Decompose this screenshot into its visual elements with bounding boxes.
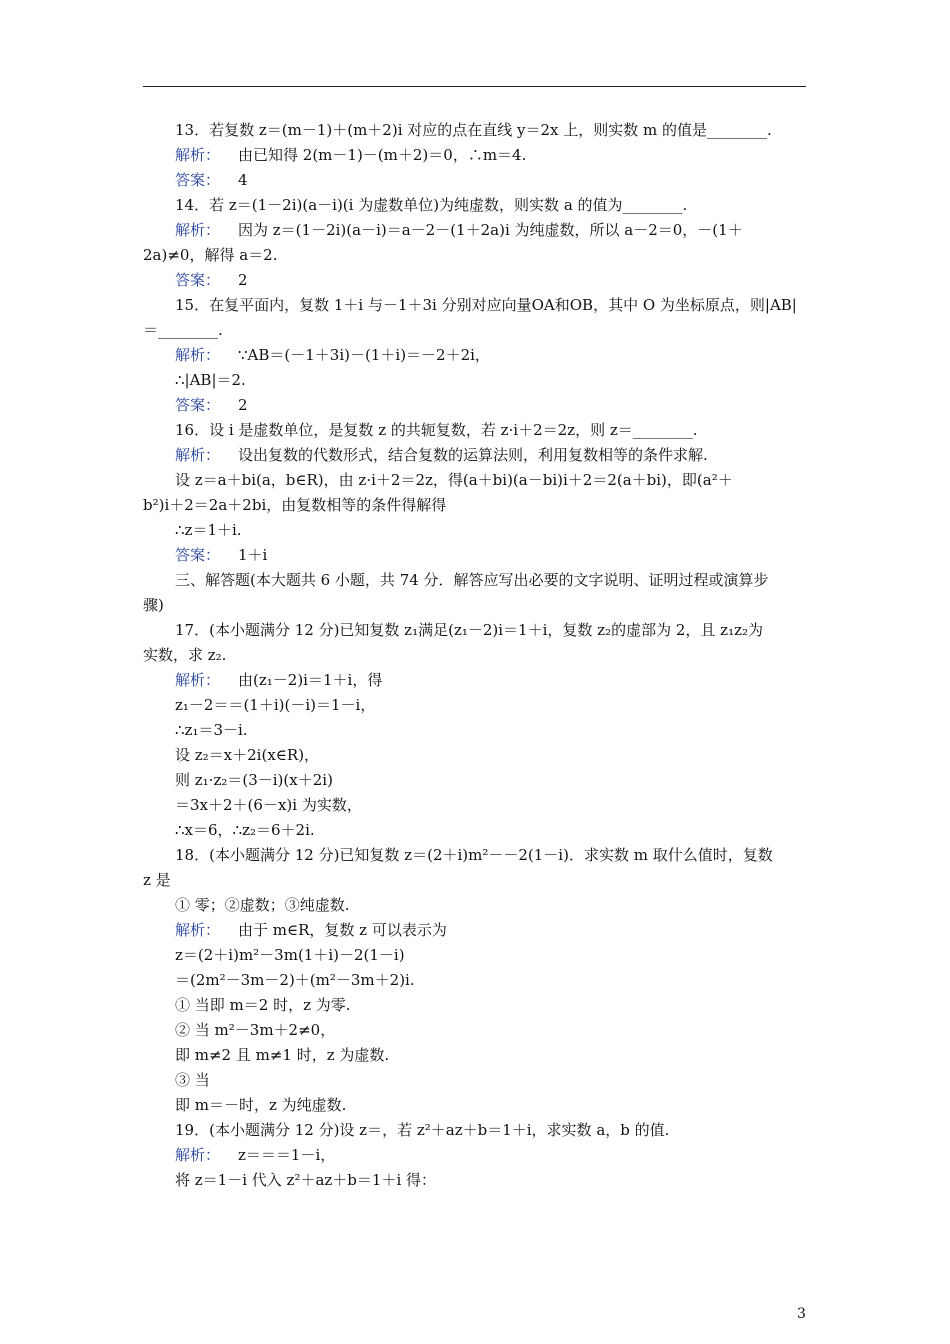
line-text: 由(z₁－2)i＝1＋i，得 [238, 671, 383, 689]
answer-label: 解析： [175, 446, 221, 464]
text-line [143, 793, 806, 818]
text-line [143, 743, 806, 768]
text-line [143, 618, 806, 643]
line-text: 骤) [143, 596, 164, 614]
text-line [143, 143, 806, 168]
line-text: 由于 m∈R，复数 z 可以表示为 [238, 921, 447, 939]
text-line [143, 1018, 806, 1043]
answer-label: 解析： [175, 146, 221, 164]
text-line [143, 218, 806, 243]
header-rule [143, 86, 806, 87]
text-line [143, 1093, 806, 1118]
line-text: 设 z＝a＋bi(a，b∈R)，由 z·i＋2＝2z，得(a＋bi)(a－bi)i＋2＝2(a＋bi)，即(a²＋ [175, 471, 733, 489]
line-text: z 是 [143, 871, 171, 889]
text-line [143, 168, 806, 193]
line-text: ∴z₁＝3－i. [175, 721, 248, 739]
text-line [143, 768, 806, 793]
text-line [143, 818, 806, 843]
line-text: ② 当 m²－3m＋2≠0， [175, 1021, 336, 1039]
answer-label: 解析： [175, 221, 221, 239]
answer-label: 答案： [175, 546, 221, 564]
text-line [143, 993, 806, 1018]
text-line [143, 118, 806, 143]
line-text: ③ 当 [175, 1071, 210, 1089]
text-line [143, 493, 806, 518]
line-text: 16．设 i 是虚数单位，是复数 z 的共轭复数，若 z·i＋2＝2z，则 z＝________. [175, 421, 698, 439]
text-line [143, 318, 806, 343]
text-line [143, 1043, 806, 1068]
text-line [143, 943, 806, 968]
line-text: 2 [238, 271, 248, 289]
line-text: ＝________. [143, 321, 223, 339]
line-text: 实数，求 z₂. [143, 646, 227, 664]
text-line [143, 543, 806, 568]
line-text: ＝(2m²－3m－2)＋(m²－3m＋2)i. [175, 971, 415, 989]
line-text: 三、解答题(本大题共 6 小题，共 74 分．解答应写出必要的文字说明、证明过程或演算步 [175, 571, 769, 589]
line-text: ∴|AB|＝2. [175, 371, 246, 389]
line-text: 1＋i [238, 546, 268, 564]
text-line [143, 718, 806, 743]
text-line [143, 518, 806, 543]
answer-label: 解析： [175, 921, 221, 939]
line-text: b²)i＋2＝2a＋2bi，由复数相等的条件得解得 [143, 496, 447, 514]
line-text: 17．(本小题满分 12 分)已知复数 z₁满足(z₁－2)i＝1＋i，复数 z₂的虚部为 2，且 z₁z₂为 [175, 621, 763, 639]
document-body [143, 118, 806, 1193]
line-text: 即 m≠2 且 m≠1 时，z 为虚数. [175, 1046, 390, 1064]
line-text: 将 z＝1－i 代入 z²＋az＋b＝1＋i 得： [175, 1171, 437, 1189]
line-text: 设 z₂＝x＋2i(x∈R)， [175, 746, 320, 764]
text-line [143, 643, 806, 668]
answer-label: 答案： [175, 271, 221, 289]
line-text: 由已知得 2(m－1)－(m＋2)＝0，∴m＝4. [238, 146, 527, 164]
text-line [143, 568, 806, 593]
line-text: 2 [238, 396, 248, 414]
answer-label: 解析： [175, 671, 221, 689]
line-text: 4 [238, 171, 248, 189]
answer-label: 答案： [175, 171, 221, 189]
text-line [143, 293, 806, 318]
text-line [143, 893, 806, 918]
line-text: ＝3x＋2＋(6－x)i 为实数， [175, 796, 362, 814]
text-line [143, 968, 806, 993]
answer-label: 解析： [175, 1146, 221, 1164]
line-text: ① 当即 m＝2 时，z 为零. [175, 996, 351, 1014]
text-line [143, 693, 806, 718]
line-text: z₁－2＝＝(1＋i)(－i)＝1－i， [175, 696, 376, 714]
text-line [143, 1143, 806, 1168]
text-line [143, 343, 806, 368]
text-line [143, 593, 806, 618]
line-text: ∴z＝1＋i. [175, 521, 242, 539]
text-line [143, 193, 806, 218]
line-text: z＝(2＋i)m²－3m(1＋i)－2(1－i) [175, 946, 405, 964]
text-line [143, 368, 806, 393]
line-text: 19．(本小题满分 12 分)设 z＝，若 z²＋az＋b＝1＋i，求实数 a，b 的值. [175, 1121, 670, 1139]
text-line [143, 243, 806, 268]
line-text: ∴x＝6，∴z₂＝6＋2i. [175, 821, 315, 839]
text-line [143, 418, 806, 443]
line-text: 设出复数的代数形式，结合复数的运算法则，利用复数相等的条件求解. [238, 446, 708, 464]
line-text: ① 零；②虚数；③纯虚数. [175, 896, 350, 914]
answer-label: 答案： [175, 396, 221, 414]
text-line [143, 843, 806, 868]
line-text: 14．若 z＝(1－2i)(a－i)(i 为虚数单位)为纯虚数，则实数 a 的值为________. [175, 196, 688, 214]
line-text: 即 m＝－时，z 为纯虚数. [175, 1096, 347, 1114]
text-line [143, 868, 806, 893]
text-line [143, 1068, 806, 1093]
line-text: 则 z₁·z₂＝(3－i)(x＋2i) [175, 771, 333, 789]
text-line [143, 668, 806, 693]
line-text: 因为 z＝(1－2i)(a－i)＝a－2－(1＋2a)i 为纯虚数，所以 a－2＝0，－(1＋ [238, 221, 743, 239]
line-text: 2a)≠0，解得 a＝2. [143, 246, 278, 264]
line-text: 13．若复数 z＝(m－1)＋(m＋2)i 对应的点在直线 y＝2x 上，则实数 m 的值是________. [175, 121, 772, 139]
text-line [143, 918, 806, 943]
text-line [143, 268, 806, 293]
text-line [143, 1168, 806, 1193]
line-text: 18．(本小题满分 12 分)已知复数 z＝(2＋i)m²－－2(1－i)．求实数 m 取什么值时，复数 [175, 846, 773, 864]
answer-label: 解析： [175, 346, 221, 364]
line-text: ∵AB＝(－1＋3i)－(1＋i)＝－2＋2i， [238, 346, 490, 364]
text-line [143, 1118, 806, 1143]
text-line [143, 468, 806, 493]
text-line [143, 443, 806, 468]
text-line [143, 393, 806, 418]
page-number: 3 [797, 1306, 806, 1322]
line-text: z＝＝＝1－i， [238, 1146, 336, 1164]
line-text: 15．在复平面内，复数 1＋i 与－1＋3i 分别对应向量OA和OB，其中 O 为坐标原点，则|AB| [175, 296, 797, 314]
